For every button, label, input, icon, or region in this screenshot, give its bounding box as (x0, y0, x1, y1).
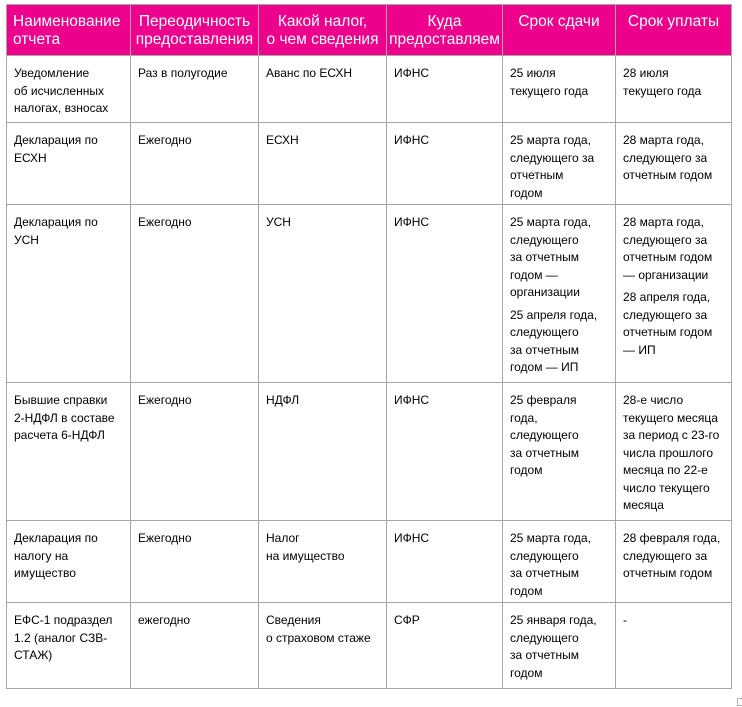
cell-text-line: следующего за (510, 150, 595, 165)
cell-text-line: месяца по 22-е (623, 463, 708, 477)
cell-text-line: 28-е число (623, 393, 684, 407)
cell-text-line: — ИП (623, 342, 656, 357)
cell-text-line: 25 апреля года, (510, 307, 598, 322)
cell-text-line: СТАЖ) (14, 648, 53, 662)
cell-text-line: Ежегодно (138, 215, 192, 229)
cell-submit-deadline (503, 603, 616, 689)
cell-text-line: за отчетным (510, 250, 579, 264)
cell-text-line: текущего года (623, 83, 702, 98)
cell-text-line: ИФНС (394, 393, 430, 407)
cell-paragraph (510, 612, 610, 682)
cell-text-line: СФР (394, 613, 420, 627)
header-periodicity (131, 5, 259, 56)
cell-text-line: 28 апреля года, (623, 290, 711, 304)
cell-text-line: 1.2 (аналог СЗВ- (14, 630, 108, 645)
cell-text-line: годом (510, 463, 543, 477)
cell-paragraph (623, 132, 726, 185)
cell-paragraph (510, 392, 610, 480)
cell-report-name (7, 123, 131, 205)
cell-submit-deadline (503, 205, 616, 383)
cell-text-line: следующего за (623, 232, 708, 247)
header-text-line: Какой налог, (277, 13, 368, 30)
cell-text-line: ЕФС-1 подраздел (14, 613, 113, 627)
cell-text-line: за отчетным (510, 648, 579, 662)
cell-paragraph (510, 65, 610, 100)
cell-pay-deadline (616, 383, 732, 521)
cell-text-line: текущего месяца (623, 410, 718, 425)
header-report-name (7, 5, 131, 56)
cell-paragraph (623, 289, 726, 359)
cell-text-line: ЕСХН (14, 150, 47, 165)
header-submit-deadline (503, 5, 616, 56)
cell-text-line: об исчисленных (14, 83, 104, 98)
cell-submit-deadline (503, 383, 616, 521)
cell-paragraph (510, 132, 610, 202)
cell-text-line: года, (510, 410, 538, 425)
cell-text-line: Декларация по (14, 215, 98, 229)
cell-tax-type (259, 123, 387, 205)
header-text-line: отчета (13, 31, 61, 48)
cell-text-line: ИФНС (394, 66, 430, 80)
header-text-line: Срок сдачи (518, 13, 600, 30)
cell-submit-deadline (503, 521, 616, 603)
cell-tax-type (259, 205, 387, 383)
cell-text-line: налогу на (14, 548, 69, 563)
cell-text-line: текущего года (510, 83, 589, 98)
cell-text-line: 28 марта года, (623, 133, 704, 147)
table-row (7, 123, 732, 205)
cell-tax-type (259, 56, 387, 123)
cell-text-line: 25 февраля (510, 393, 577, 407)
cell-text-line: отчетным годом (623, 250, 713, 264)
cell-periodicity (131, 603, 259, 689)
cell-text-line: 28 февраля года, (623, 531, 721, 545)
cell-text-line: 28 июля (623, 66, 669, 80)
cell-tax-type (259, 603, 387, 689)
cell-tax-type (259, 521, 387, 603)
cell-text-line: за отчетным (510, 342, 579, 357)
cell-text-line: Декларация по (14, 133, 98, 147)
cell-text-line: расчета 6-НДФЛ (14, 428, 105, 442)
cell-text-line: Сведения (266, 613, 321, 627)
table-row (7, 383, 732, 521)
reporting-deadlines-table (6, 4, 732, 689)
cell-text-line: ежегодно (138, 613, 191, 627)
cell-text-line: УСН (266, 215, 291, 229)
cell-report-name (7, 56, 131, 123)
cell-paragraph (623, 530, 726, 583)
table-row (7, 603, 732, 689)
table-row (7, 521, 732, 603)
cell-destination (387, 123, 503, 205)
report-table-container (6, 4, 732, 689)
cell-text-line: следующего (510, 548, 579, 563)
cell-tax-type (259, 383, 387, 521)
cell-periodicity (131, 521, 259, 603)
cell-text-line: ИФНС (394, 531, 430, 545)
cell-text-line: отчетным годом (623, 566, 713, 580)
cell-text-line: имущество (14, 566, 76, 580)
cell-text-line: следующего (510, 428, 579, 442)
cell-text-line: — организации (623, 267, 709, 282)
cell-text-line: следующего (510, 325, 579, 339)
cell-pay-deadline (616, 205, 732, 383)
cell-pay-deadline (616, 603, 732, 689)
cell-text-line: организации (510, 285, 580, 299)
cell-paragraph (510, 214, 610, 302)
cell-paragraph (623, 392, 726, 515)
cell-text-line: ИФНС (394, 215, 430, 229)
cell-text-line: ИФНС (394, 133, 430, 147)
header-text-line: предоставления (135, 31, 254, 48)
cell-text-line: Бывшие справки (14, 393, 108, 407)
cell-text-line: годом — ИП (510, 360, 579, 374)
cell-text-line: ЕСХН (266, 133, 299, 147)
cell-text-line: 25 марта года, (510, 133, 591, 147)
cell-destination (387, 205, 503, 383)
header-destination (387, 5, 503, 56)
cell-submit-deadline (503, 123, 616, 205)
cell-text-line: за период с 23-го (623, 428, 720, 442)
cell-text-line: число текущего (623, 480, 710, 495)
cell-destination (387, 383, 503, 521)
cell-periodicity (131, 383, 259, 521)
cell-text-line: НДФЛ (266, 393, 300, 407)
cell-paragraph (510, 530, 610, 600)
header-text-line: Срок уплаты (627, 13, 720, 30)
cell-report-name (7, 383, 131, 521)
cell-destination (387, 603, 503, 689)
header-text-line: Наименование (13, 13, 121, 30)
cell-pay-deadline (616, 56, 732, 123)
cell-text-line: следующего за (623, 548, 708, 563)
cell-paragraph (623, 612, 726, 630)
cell-periodicity (131, 205, 259, 383)
cell-text-line: месяца (623, 498, 664, 512)
header-tax-type (259, 5, 387, 56)
cell-text-line: Налог (266, 531, 300, 545)
header-text-line: Куда (427, 13, 462, 30)
cell-text-line: Ежегодно (138, 133, 192, 147)
cell-report-name (7, 603, 131, 689)
cell-text-line: числа прошлого (623, 445, 714, 460)
cell-text-line: отчетным годом (623, 325, 713, 339)
header-text-line: о чем сведения (266, 31, 379, 48)
cell-text-line: УСН (14, 232, 39, 247)
cell-text-line: Уведомление (14, 66, 90, 80)
cell-text-line: следующего за (623, 150, 708, 165)
header-text-line: предоставляем (389, 31, 500, 48)
cell-text-line: Раз в полугодие (138, 66, 228, 80)
cell-text-line: 25 марта года, (510, 215, 591, 229)
cell-pay-deadline (616, 123, 732, 205)
cell-report-name (7, 205, 131, 383)
table-row (7, 205, 732, 383)
cell-text-line: за отчетным (510, 445, 579, 460)
header-text-line: Переодичность (138, 13, 251, 30)
cell-destination (387, 521, 503, 603)
header-pay-deadline (616, 5, 732, 56)
cell-text-line: 25 июля (510, 66, 556, 80)
table-header-row (7, 5, 732, 56)
cell-pay-deadline (616, 521, 732, 603)
table-row (7, 56, 732, 123)
cell-text-line: налогах, взносах (14, 101, 109, 115)
cell-paragraph (623, 65, 726, 100)
cell-text-line: 25 марта года, (510, 531, 591, 545)
cell-text-line: 28 марта года, (623, 215, 704, 229)
cell-periodicity (131, 123, 259, 205)
cell-text-line: 25 января года, (510, 613, 597, 627)
cell-text-line: следующего (510, 232, 579, 247)
cell-text-line: Ежегодно (138, 531, 192, 545)
cell-destination (387, 56, 503, 123)
cell-text-line: отчетным (510, 168, 564, 182)
cell-submit-deadline (503, 56, 616, 123)
cell-paragraph (510, 307, 610, 377)
cell-text-line: 2-НДФЛ в составе (14, 410, 115, 425)
table-resize-handle[interactable] (737, 698, 742, 706)
cell-text-line: Декларация по (14, 531, 98, 545)
cell-text-line: о страховом стаже (266, 630, 371, 645)
cell-text-line: годом (510, 665, 543, 680)
cell-text-line: - (623, 613, 627, 627)
cell-text-line: годом — (510, 267, 558, 282)
cell-text-line: за отчетным (510, 566, 579, 580)
cell-report-name (7, 521, 131, 603)
cell-text-line: следующего (510, 630, 579, 645)
cell-text-line: отчетным годом (623, 168, 713, 182)
cell-text-line: годом (510, 185, 543, 200)
cell-text-line: Ежегодно (138, 393, 192, 407)
cell-text-line: Аванс по ЕСХН (266, 66, 353, 80)
cell-text-line: следующего за (623, 307, 708, 322)
cell-text-line: на имущество (266, 548, 345, 563)
cell-text-line: годом (510, 583, 543, 598)
cell-periodicity (131, 56, 259, 123)
cell-paragraph (623, 214, 726, 284)
